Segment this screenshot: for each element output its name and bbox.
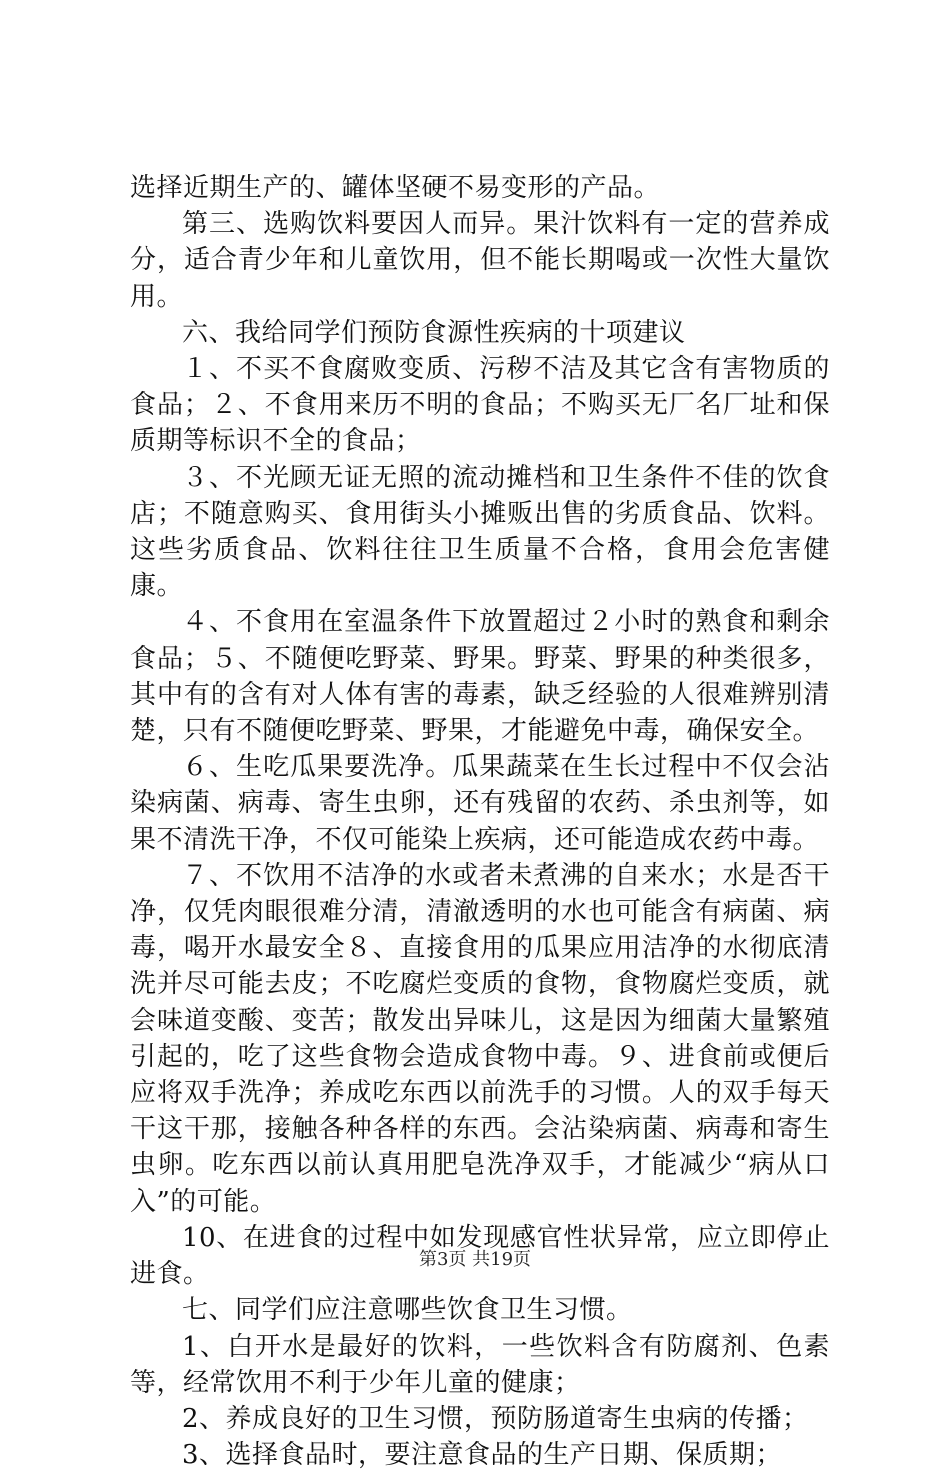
document-body — [130, 170, 830, 1473]
document-paragraph: 选择近期生产的、罐体坚硬不易变形的产品。 — [130, 173, 661, 203]
document-paragraph: 七、同学们应注意哪些饮食卫生习惯。 — [182, 1295, 633, 1326]
document-paragraph: １、不买不食腐败变质、污秽不洁及其它含有害物质的食品；２、不食用来历不明的食品；不购买无厂名厂址和保质期等标识不全的食品； — [130, 354, 830, 457]
document-paragraph: 2、养成良好的卫生习惯，预防肠道寄生虫病的传播； — [182, 1403, 809, 1434]
document-paragraph: 3、选择食品时，要注意食品的生产日期、保质期； — [182, 1440, 783, 1471]
document-paragraph: ４、不食用在室温条件下放置超过２小时的熟食和剩余食品；５、不随便吃野菜、野果。野菜、野果的种类很多，其中有的含有对人体有害的毒素，缺乏经验的人很难辨别清楚，只有不随便吃野菜、野果，才能避免中毒，确保安全。 — [130, 607, 830, 747]
document-paragraph: 六、我给同学们预防食源性疾病的十项建议 — [182, 317, 686, 348]
document-paragraph: ７、不饮用不洁净的水或者未煮沸的自来水；水是否干净，仅凭肉眼很难分清，清澈透明的水也可能含有病菌、病毒，喝开水最安全８、直接食用的瓜果应用洁净的水彻底清洗并尽可能去皮；不吃腐烂变质的食物，食物腐烂变质，就会味道变酸、变苦；散发出异味儿，这是因为细菌大量繁殖引起的，吃了这些食物会造成食物中毒。９、进食前或便后应将双手洗净；养成吃东西以前洗手的习惯。人的双手每天干这干那，接触各种各样的东西。会沾染病菌、病毒和寄生虫卵。吃东西以前认真用肥皂洗净双手，才能减少“病从口入”的可能。 — [130, 860, 830, 1217]
document-paragraph: 1、白开水是最好的饮料，一些饮料含有防腐剂、色素等，经常饮用不利于少年儿童的健康； — [130, 1331, 830, 1398]
document-paragraph: ３、不光顾无证无照的流动摊档和卫生条件不佳的饮食店；不随意购买、食用街头小摊贩出售的劣质食品、饮料。这些劣质食品、饮料往往卫生质量不合格，食用会危害健康。 — [130, 462, 830, 602]
document-paragraph: ６、生吃瓜果要洗净。瓜果蔬菜在生长过程中不仅会沾染病菌、病毒、寄生虫卵，还有残留的农药、杀虫剂等，如果不清洗干净，不仅可能染上疾病，还可能造成农药中毒。 — [130, 752, 830, 855]
document-paragraph: 第三、选购饮料要因人而异。果汁饮料有一定的营养成分，适合青少年和儿童饮用，但不能长期喝或一次性大量饮用。 — [130, 209, 830, 312]
page-footer: 第3页 共19页 — [418, 1249, 532, 1270]
document-paragraph: 10、在进食的过程中如发现感官性状异常，应立即停止进食。 — [130, 1222, 830, 1290]
